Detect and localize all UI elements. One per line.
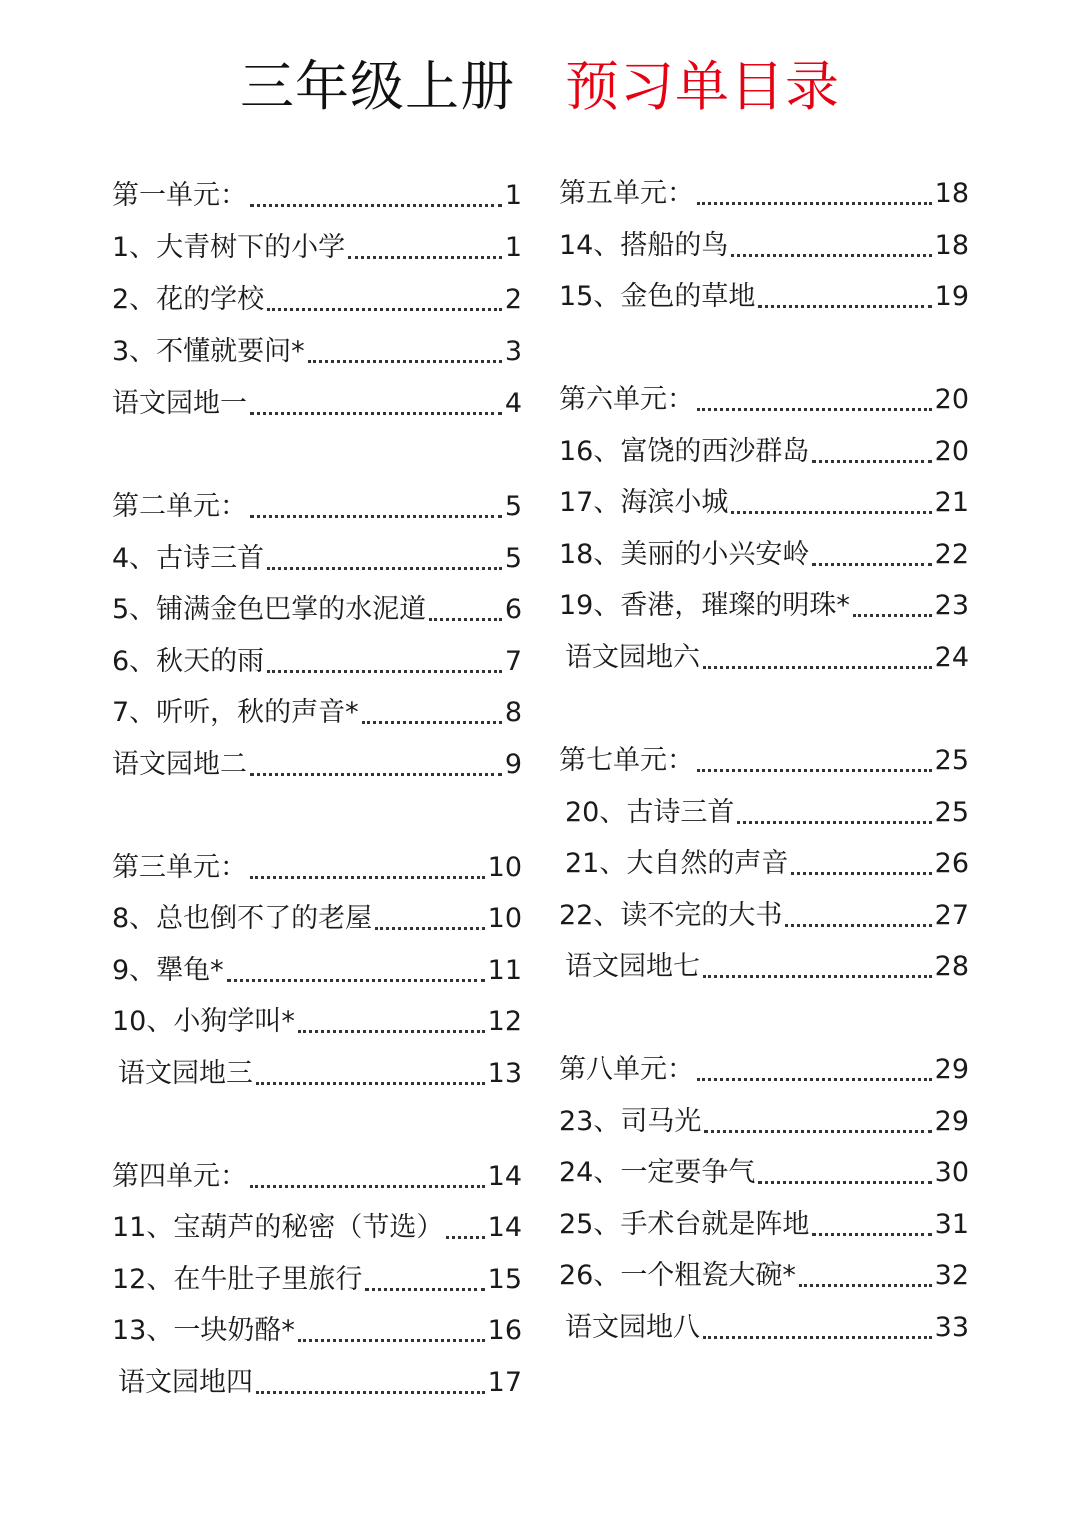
toc-entry-label: 23、司马光: [559, 1106, 702, 1137]
toc-entry-label: 第四单元：: [112, 1161, 247, 1192]
toc-entry-label: 26、一个粗瓷大碗*: [559, 1260, 796, 1291]
toc-entry-page: 11: [487, 955, 522, 986]
toc-entry-page: 26: [934, 848, 969, 879]
toc-entry-page: 8: [504, 697, 522, 728]
dot-leader: [758, 305, 931, 308]
dot-leader: [256, 1082, 485, 1085]
toc-entry[interactable]: [112, 537, 522, 581]
toc-entry[interactable]: [559, 894, 969, 938]
toc-entry-label: 10、小狗学叫*: [112, 1006, 295, 1037]
dot-leader: [250, 204, 502, 207]
toc-entry-label: 语文园地六: [565, 642, 700, 673]
title-grade: 三年级上册: [240, 55, 515, 118]
toc-entry-label: 语文园地八: [565, 1312, 700, 1343]
toc-entry-page: 29: [934, 1106, 969, 1137]
toc-entry-label: 语文园地二: [112, 749, 247, 780]
dot-leader: [298, 1030, 485, 1033]
dot-leader: [812, 1233, 931, 1236]
toc-entry-page: 4: [504, 388, 522, 419]
toc-entry[interactable]: [112, 1258, 522, 1302]
toc-entry-page: 30: [934, 1157, 969, 1188]
toc-entry-page: 10: [487, 903, 522, 934]
toc-entry-page: 2: [504, 284, 522, 315]
dot-leader: [812, 563, 931, 566]
toc-entry[interactable]: [559, 172, 969, 216]
toc-entry-page: 6: [504, 594, 522, 625]
page-title: [0, 52, 1080, 122]
toc-entry-page: 16: [487, 1315, 522, 1346]
dot-leader: [250, 773, 502, 776]
dot-leader: [267, 670, 502, 673]
toc-entry[interactable]: [112, 174, 522, 218]
dot-leader: [267, 567, 502, 570]
toc-entry[interactable]: [559, 842, 969, 886]
toc-entry-label: 语文园地三: [118, 1058, 253, 1089]
dot-leader: [791, 872, 931, 875]
toc-entry-page: 22: [934, 539, 969, 570]
toc-entry-label: 第六单元：: [559, 384, 694, 415]
dot-leader: [362, 721, 502, 724]
toc-entry-page: 3: [504, 336, 522, 367]
toc-entry-page: 25: [934, 745, 969, 776]
toc-entry[interactable]: [112, 1155, 522, 1199]
toc-entry[interactable]: [559, 378, 969, 422]
toc-entry[interactable]: [112, 588, 522, 632]
toc-entry-label: 15、金色的草地: [559, 281, 756, 312]
dot-leader: [250, 515, 502, 518]
toc-entry-label: 19、香港，璀璨的明珠*: [559, 590, 850, 621]
dot-leader: [365, 1288, 484, 1291]
toc-entry-label: 11、宝葫芦的秘密（节选）: [112, 1212, 444, 1243]
toc-entry[interactable]: [559, 430, 969, 474]
toc-entry-label: 第五单元：: [559, 178, 694, 209]
toc-entry-page: 20: [934, 436, 969, 467]
toc-entry[interactable]: [112, 1206, 522, 1250]
toc-entry[interactable]: [112, 949, 522, 993]
toc-entry[interactable]: [559, 636, 969, 680]
toc-entry-label: 语文园地七: [565, 951, 700, 982]
toc-entry-page: 1: [504, 232, 522, 263]
toc-entry[interactable]: [112, 485, 522, 529]
toc-entry-label: 第二单元：: [112, 491, 247, 522]
toc-entry-page: 20: [934, 384, 969, 415]
toc-entry-page: 33: [934, 1312, 969, 1343]
toc-entry-page: 25: [934, 797, 969, 828]
toc-entry-page: 10: [487, 852, 522, 883]
toc-entry-label: 12、在牛肚子里旅行: [112, 1264, 363, 1295]
toc-entry[interactable]: [559, 584, 969, 628]
toc-entry[interactable]: [559, 739, 969, 783]
toc-entry-label: 9、犟龟*: [112, 955, 224, 986]
toc-entry-label: 1、大青树下的小学: [112, 232, 346, 263]
dot-leader: [704, 1130, 931, 1133]
toc-entry-page: 21: [934, 487, 969, 518]
toc-entry-label: 语文园地四: [118, 1367, 253, 1398]
title-toc: 预习单目录: [565, 55, 840, 118]
toc-entry[interactable]: [112, 846, 522, 890]
toc-entry[interactable]: [112, 1361, 522, 1405]
toc-entry[interactable]: [559, 481, 969, 525]
dot-leader: [812, 460, 931, 463]
toc-entry[interactable]: [559, 1203, 969, 1247]
toc-entry[interactable]: [112, 743, 522, 787]
toc-entry-page: 19: [934, 281, 969, 312]
dot-leader: [703, 975, 932, 978]
toc-entry-label: 第七单元：: [559, 745, 694, 776]
toc-entry-page: 5: [504, 543, 522, 574]
dot-leader: [731, 254, 931, 257]
toc-entry[interactable]: [559, 224, 969, 268]
dot-leader: [703, 1336, 932, 1339]
toc-entry-page: 14: [487, 1161, 522, 1192]
toc-entry[interactable]: [559, 1048, 969, 1092]
toc-entry-page: 7: [504, 646, 522, 677]
toc-entry-label: 14、搭船的鸟: [559, 230, 729, 261]
toc-entry-page: 9: [504, 749, 522, 780]
toc-entry-page: 13: [487, 1058, 522, 1089]
toc-entry-label: 5、铺满金色巴掌的水泥道: [112, 594, 427, 625]
dot-leader: [308, 360, 502, 363]
toc-entry[interactable]: [112, 897, 522, 941]
dot-leader: [799, 1284, 932, 1287]
toc-entry[interactable]: [559, 275, 969, 319]
toc-entry[interactable]: [559, 1254, 969, 1298]
toc-entry[interactable]: [559, 1306, 969, 1350]
dot-leader: [446, 1236, 484, 1239]
dot-leader: [256, 1391, 485, 1394]
toc-entry-page: 5: [504, 491, 522, 522]
toc-entry-label: 18、美丽的小兴安岭: [559, 539, 810, 570]
toc-entry-label: 4、古诗三首: [112, 543, 265, 574]
toc-entry-label: 2、花的学校: [112, 284, 265, 315]
dot-leader: [375, 927, 484, 930]
toc-entry[interactable]: [112, 330, 522, 374]
dot-leader: [758, 1181, 931, 1184]
toc-entry[interactable]: [112, 226, 522, 270]
toc-entry-page: 14: [487, 1212, 522, 1243]
toc-entry-label: 24、一定要争气: [559, 1157, 756, 1188]
dot-leader: [250, 1185, 485, 1188]
toc-entry[interactable]: [559, 533, 969, 577]
toc-entry-label: 语文园地一: [112, 388, 247, 419]
toc-entry[interactable]: [112, 691, 522, 735]
toc-entry-page: 17: [487, 1367, 522, 1398]
toc-entry-label: 6、秋天的雨: [112, 646, 265, 677]
toc-entry-label: 20、古诗三首: [565, 797, 735, 828]
toc-entry-page: 27: [934, 900, 969, 931]
toc-entry-page: 18: [934, 178, 969, 209]
toc-entry-label: 第三单元：: [112, 852, 247, 883]
toc-entry-label: 3、不懂就要问*: [112, 336, 305, 367]
toc-entry-label: 第八单元：: [559, 1054, 694, 1085]
toc-entry[interactable]: [112, 1052, 522, 1096]
toc-entry-label: 16、富饶的西沙群岛: [559, 436, 810, 467]
toc-entry[interactable]: [112, 1309, 522, 1353]
dot-leader: [267, 308, 502, 311]
dot-leader: [429, 618, 502, 621]
dot-leader: [785, 924, 931, 927]
toc-entry-page: 24: [934, 642, 969, 673]
dot-leader: [737, 821, 931, 824]
toc-entry[interactable]: [559, 1100, 969, 1144]
toc-entry-page: 1: [504, 180, 522, 211]
toc-entry[interactable]: [112, 382, 522, 426]
toc-entry[interactable]: [112, 278, 522, 322]
dot-leader: [697, 408, 932, 411]
toc-entry[interactable]: [559, 791, 969, 835]
toc-entry-page: 15: [487, 1264, 522, 1295]
dot-leader: [227, 979, 485, 982]
dot-leader: [250, 876, 485, 879]
toc-entry-label: 21、大自然的声音: [565, 848, 789, 879]
dot-leader: [250, 412, 502, 415]
toc-entry-label: 第一单元：: [112, 180, 247, 211]
toc-entry-label: 22、读不完的大书: [559, 900, 783, 931]
toc-entry-label: 25、手术台就是阵地: [559, 1209, 810, 1240]
toc-entry-page: 23: [934, 590, 969, 621]
toc-entry-page: 12: [487, 1006, 522, 1037]
toc-entry[interactable]: [559, 945, 969, 989]
dot-leader: [853, 614, 932, 617]
dot-leader: [697, 1078, 932, 1081]
toc-entry[interactable]: [112, 640, 522, 684]
toc-entry[interactable]: [112, 1000, 522, 1044]
dot-leader: [703, 666, 932, 669]
toc-entry-page: 29: [934, 1054, 969, 1085]
toc-entry-page: 31: [934, 1209, 969, 1240]
dot-leader: [697, 769, 932, 772]
dot-leader: [697, 202, 932, 205]
dot-leader: [731, 511, 931, 514]
toc-entry[interactable]: [559, 1151, 969, 1195]
dot-leader: [348, 256, 502, 259]
toc-entry-page: 32: [934, 1260, 969, 1291]
toc-entry-page: 18: [934, 230, 969, 261]
toc-entry-label: 17、海滨小城: [559, 487, 729, 518]
toc-entry-label: 8、总也倒不了的老屋: [112, 903, 373, 934]
toc-entry-page: 28: [934, 951, 969, 982]
toc-entry-label: 7、听听，秋的声音*: [112, 697, 359, 728]
dot-leader: [298, 1339, 485, 1342]
toc-entry-label: 13、一块奶酪*: [112, 1315, 295, 1346]
